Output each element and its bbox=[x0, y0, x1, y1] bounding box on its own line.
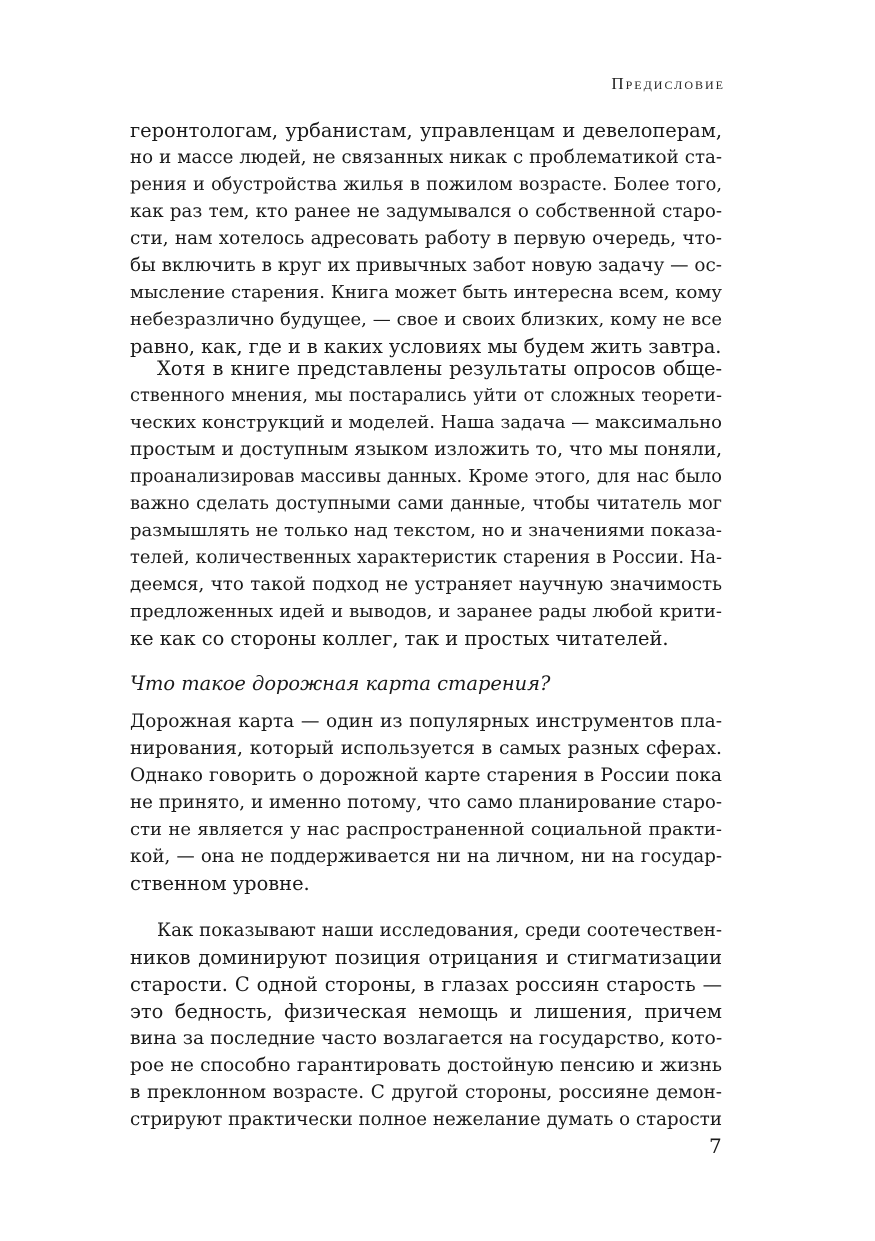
text-line: это бедность, физическая немощь и лишения, причем bbox=[130, 1000, 722, 1023]
text-line: простым и доступным языком изложить то, что мы поняли, bbox=[130, 439, 722, 460]
text-line: ке как со стороны коллег, так и простых читателей. bbox=[130, 627, 669, 650]
text-line: деемся, что такой подход не устраняет научную значимость bbox=[130, 574, 722, 595]
text-line: Хотя в книге представлены результаты опросов обще- bbox=[157, 357, 722, 380]
paragraph-2 bbox=[130, 355, 722, 652]
text-line: телей, количественных характеристик старения в России. На- bbox=[130, 547, 722, 568]
page-number: 7 bbox=[709, 1134, 722, 1158]
running-head: Предисловие bbox=[611, 74, 725, 93]
text-line: предложенных идей и выводов, и заранее рады любой крити- bbox=[130, 601, 722, 622]
text-line: мысление старения. Книга может быть интересна всем, кому bbox=[130, 282, 722, 303]
text-line: кой, — она не поддерживается ни на личном, ни на государ- bbox=[130, 846, 722, 867]
text-line: рое не способно гарантировать достойную пенсию и жизнь bbox=[130, 1055, 722, 1076]
text-line: ческих конструкций и моделей. Наша задача — максимально bbox=[130, 412, 722, 433]
text-line: Однако говорить о дорожной карте старения в России пока bbox=[130, 765, 722, 786]
text-line: не принято, и именно потому, что само планирование старо- bbox=[130, 792, 722, 813]
text-line: сти, нам хотелось адресовать работу в первую очередь, что- bbox=[130, 228, 722, 249]
text-line: в преклонном возрасте. С другой стороны, россияне демон- bbox=[130, 1082, 722, 1103]
text-line: ственном уровне. bbox=[130, 872, 310, 895]
text-line: стрируют практически полное нежелание думать о старости bbox=[130, 1109, 722, 1130]
text-line: Как показывают наши исследования, среди соотечествен- bbox=[157, 920, 722, 941]
section-heading: Что такое дорожная карта старения? bbox=[130, 672, 551, 695]
paragraph-1 bbox=[130, 117, 722, 360]
text-line: равно, как, где и в каких условиях мы будем жить завтра. bbox=[130, 335, 722, 358]
text-line: вина за последние часто возлагается на государство, кото- bbox=[130, 1028, 723, 1049]
text-line: геронтологам, урбанистам, управленцам и девелоперам, bbox=[130, 119, 722, 142]
text-line: важно сделать доступными сами данные, чтобы читатель мог bbox=[130, 493, 722, 514]
text-line: сти не является у нас распространенной социальной практи- bbox=[130, 819, 722, 840]
paragraph-3 bbox=[130, 708, 722, 897]
text-line: бы включить в круг их привычных забот новую задачу — ос- bbox=[130, 255, 722, 276]
text-line: рения и обустройства жилья в пожилом возрасте. Более того, bbox=[130, 174, 722, 195]
text-line: как раз тем, кто ранее не задумывался о собственной старо- bbox=[130, 201, 722, 222]
text-line: ственного мнения, мы постарались уйти от сложных теорети- bbox=[130, 385, 722, 406]
text-line: но и массе людей, не связанных никак с проблематикой ста- bbox=[130, 147, 722, 168]
text-line: проанализировав массивы данных. Кроме этого, для нас было bbox=[130, 466, 722, 487]
text-line: небезразлично будущее, — свое и своих близких, кому не все bbox=[130, 309, 722, 330]
paragraph-4 bbox=[130, 917, 722, 1133]
text-line: ников доминируют позиция отрицания и стигматизации bbox=[130, 946, 722, 969]
text-line: старости. С одной стороны, в глазах россиян старость — bbox=[130, 973, 722, 996]
text-line: нирования, который используется в самых разных сферах. bbox=[130, 738, 722, 759]
text-line: размышлять не только над текстом, но и значениями показа- bbox=[130, 520, 722, 541]
text-line: Дорожная карта — один из популярных инструментов пла- bbox=[130, 711, 722, 732]
